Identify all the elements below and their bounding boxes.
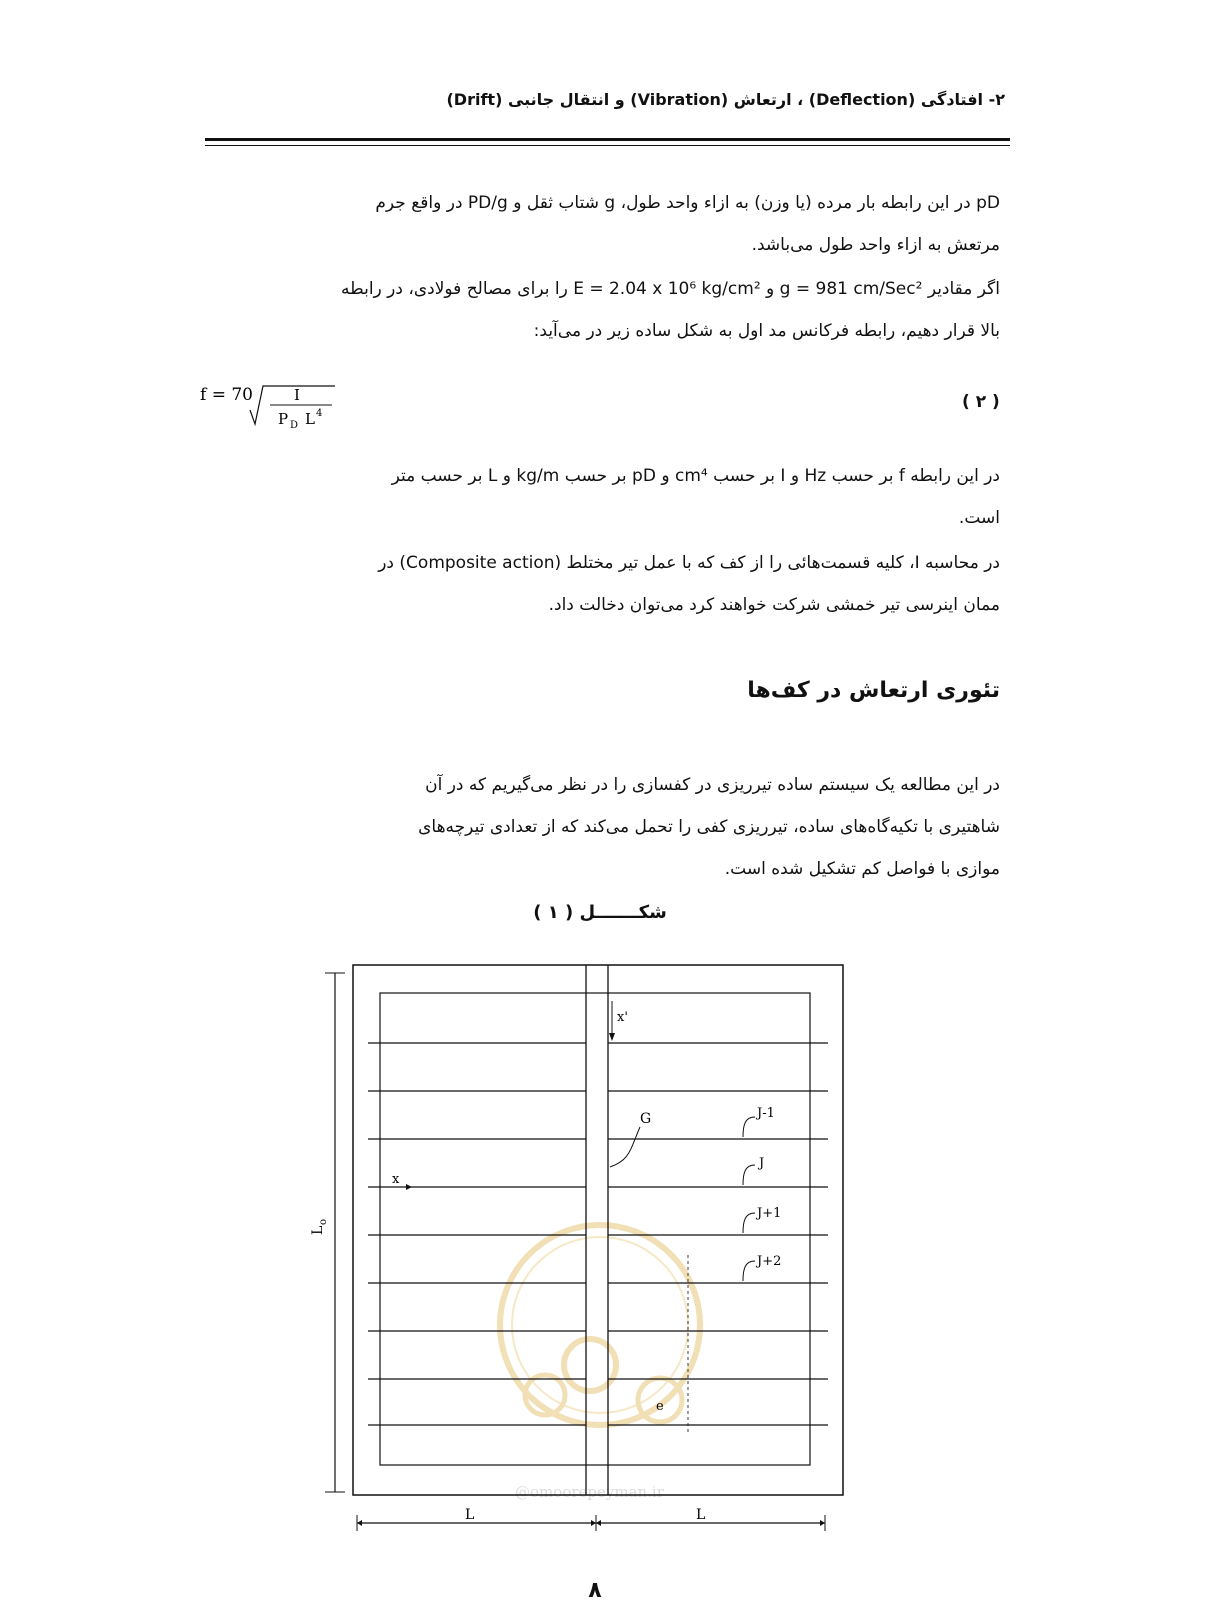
label-x: x [392,1172,400,1187]
label-x-prime: x' [617,1010,628,1025]
header-rule-thin [205,145,1010,146]
header-rule-thick [205,138,1010,141]
Lo-label [310,1219,329,1235]
frequency-formula [200,378,360,443]
slab-boundary [380,993,810,1465]
text-line: شاهتیری با تکیه‌گاه‌های ساده، تیرریزی کفی را تحمل می‌کند که از تعدادی تیرچه‌های [418,817,1000,837]
formula-lhs: f = 70 [200,385,253,405]
formula-denom-L: L [305,410,315,428]
label-J-plus-2: J+2 [757,1254,782,1269]
formula-denom-sub: D [290,420,299,431]
pointer-J [743,1165,755,1185]
equation-number: ( ۲ ) [962,392,1000,412]
label-J: J [759,1156,765,1171]
paragraph-3 [205,455,1000,539]
label-Lo: L [310,1225,326,1235]
paragraph-5 [205,764,1000,890]
label-Lo-sub: o [318,1218,329,1225]
label-e: e [656,1399,664,1414]
label-L-right: L [696,1507,706,1523]
pointer-J+1 [743,1213,755,1233]
text-line: موازی با فواصل کم تشکیل شده است. [724,859,1000,879]
text-line: در این رابطه f بر حسب Hz و I بر حسب cm⁴ و pD بر حسب kg/m و L بر حسب متر [391,466,1000,486]
floor-framing-diagram [300,955,860,1545]
text-line: بالا قرار دهیم، رابطه فرکانس مد اول به شکل ساده زیر در می‌آید: [533,321,1000,341]
pointer-J+2 [743,1261,755,1281]
formula-numerator: I [294,386,300,404]
pointer-J-1 [743,1117,755,1137]
label-G: G [640,1111,652,1127]
text-line: pD در این رابطه بار مرده (یا وزن) به ازاء واحد طول، g شتاب ثقل و PD/g در واقع جرم [375,193,1000,213]
label-J-plus-1: J+1 [757,1206,782,1221]
text-line: ممان اینرسی تیر خمشی شرکت خواهند کرد می‌توان دخالت داد. [548,595,1000,615]
section-heading: تئوری ارتعاش در کف‌ها [747,678,1000,703]
formula-denom-p: P [278,410,289,428]
text-line: مرتعش به ازاء واحد طول می‌باشد. [751,235,1000,255]
label-L-left: L [465,1507,475,1523]
paragraph-2 [205,268,1000,352]
text-line: در محاسبه I، کلیه قسمت‌هائی را از کف که با عمل تیر مختلط (Composite action) در [378,553,1000,573]
formula-svg [200,378,360,438]
G-pointer [610,1127,640,1167]
watermark-text: @omoorepeyman.ir [515,1483,664,1501]
paragraph-1 [205,182,1000,266]
formula-denom-exp: 4 [316,408,323,419]
outer-frame [353,965,843,1495]
paragraph-4 [205,542,1000,626]
page-number: ۸ [588,1578,602,1603]
text-line: در این مطالعه یک سیستم ساده تیرریزی در کفسازی را در نظر می‌گیریم که در آن [425,775,1000,795]
label-J-minus-1: J-1 [757,1106,775,1121]
running-header: ۲- افتادگی (Deflection) ، ارتعاش (Vibration) و انتقال جانبی (Drift) [446,90,1005,109]
joists [368,1043,828,1425]
figure-caption: شکـــــــل ( ۱ ) [533,902,667,923]
watermark-logo [500,1225,700,1501]
text-line: است. [958,508,1000,528]
text-line: اگر مقادیر g = 981 cm/Sec² و E = 2.04 x 10⁶ kg/cm² را برای مصالح فولادی، در رابطه [341,279,1000,299]
